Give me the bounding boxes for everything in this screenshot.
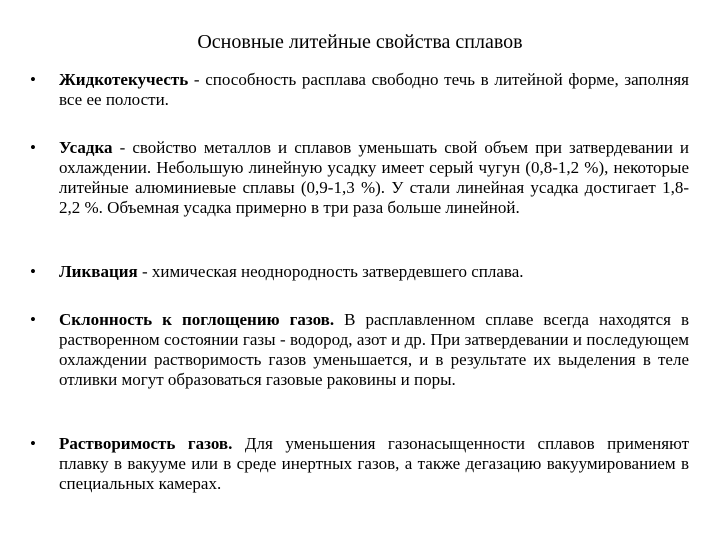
list-item-text [59,262,689,282]
term-shrinkage: Усадка [59,138,113,157]
term-fluidity: Жидкотекучесть [59,70,189,89]
list-item-text [59,310,689,390]
bullet-icon: • [30,70,36,89]
bullet-icon: • [30,434,36,453]
definition-gas-absorption: В расплавленном сплаве всегда находятся в растворенном состоянии газы - водород, азот и др. При затвердевании и последующем охлаждении растворимость газов уменьшается, и в результате их выделения в теле отливки могут образоваться газовые раковины и поры. [59,310,689,389]
definition-shrinkage: - свойство металлов и сплавов уменьшать свой объем при затвердевании и охлаждении. Небольшую линейную усадку имеет серый чугун (0,8-1,2 %), некоторые литейные алюминиевые сплавы (0,9-1,3 %). У стали линейная усадка достигает 1,8-2,2 %. Объемная усадка примерно в три раза больше линейной. [59,138,689,217]
term-segregation: Ликвация [59,262,138,281]
bullet-icon: • [30,310,36,329]
bullet-icon: • [30,262,36,281]
list-item-text [59,70,689,110]
definition-segregation: - химическая неоднородность затвердевшего сплава. [137,262,524,281]
slide-title: Основные литейные свойства сплавов [197,31,523,53]
definition-gas-solubility: Для уменьшения газонасыщенности сплавов применяют плавку в вакууме или в среде инертных газов, а также дегазацию вакуумированием в специальных камерах. [59,434,690,493]
term-gas-solubility: Растворимость газов. [59,434,233,453]
bullet-icon: • [30,138,36,157]
term-gas-absorption: Склонность к поглощению газов. [59,310,335,329]
list-item-text [59,138,689,218]
list-item-text [59,434,689,494]
definition-fluidity: - способность расплава свободно течь в литейной форме, заполняя все ее полости. [59,70,689,109]
